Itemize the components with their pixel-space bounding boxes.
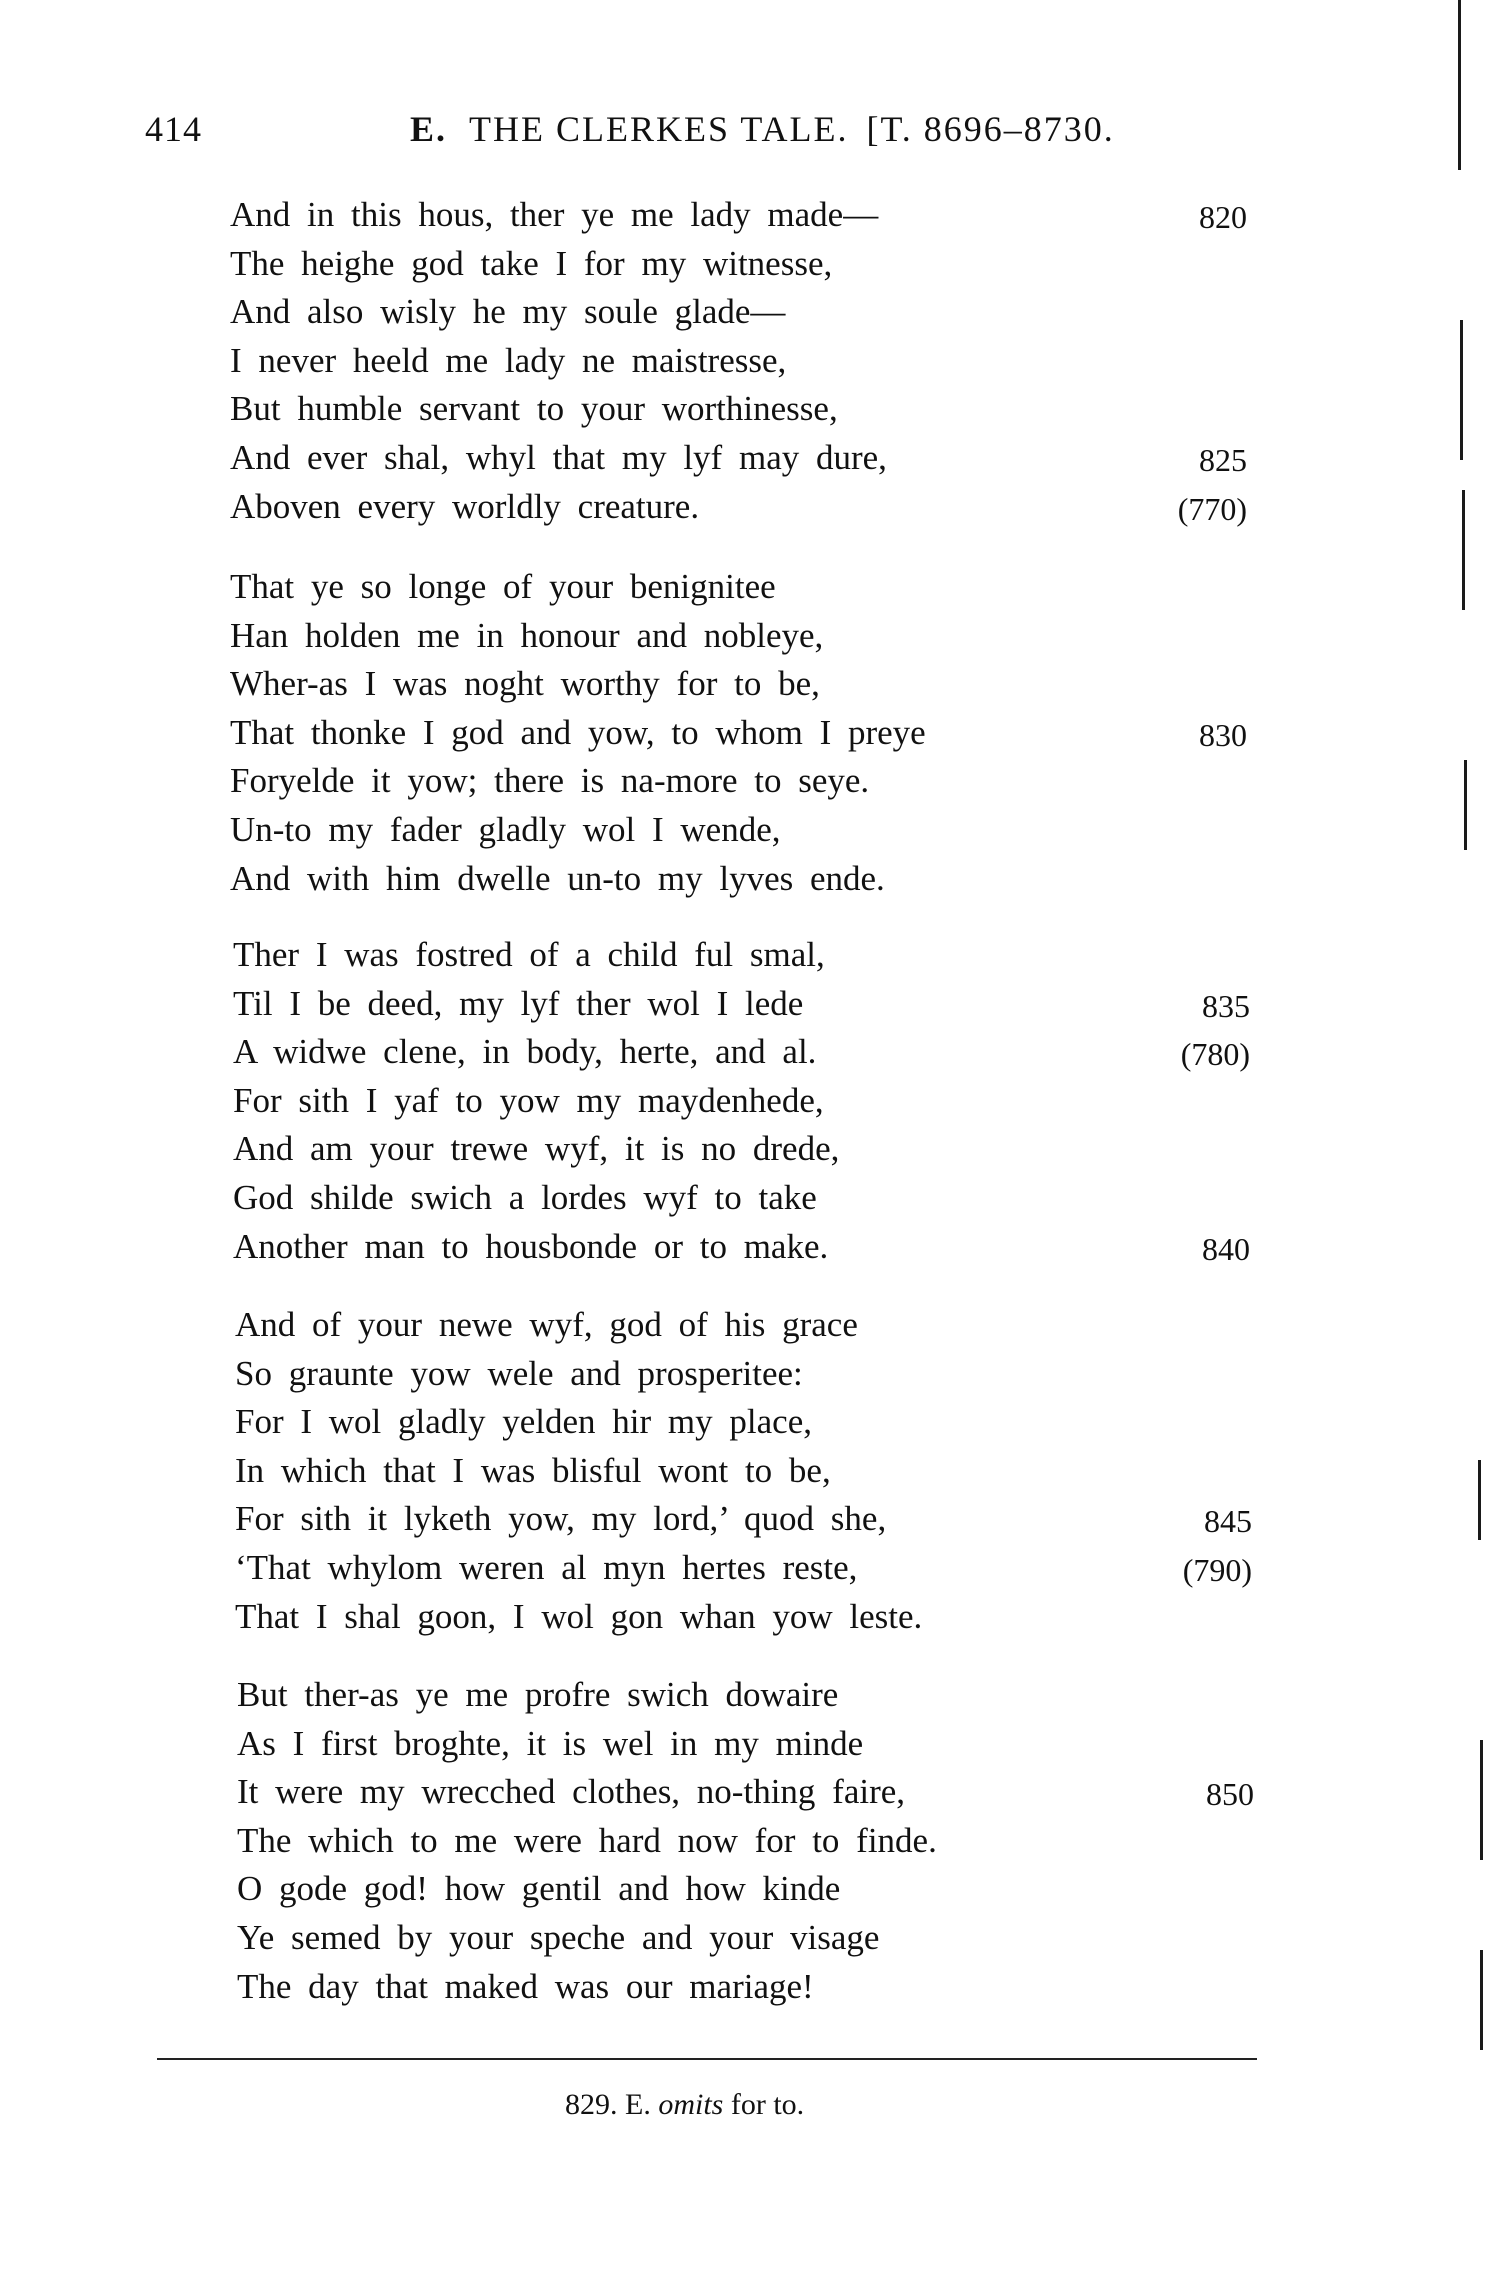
footnote [565,2088,804,2122]
verse-line: Han holden me in honour and nobleye, [230,615,824,655]
verse-line: In which that I was blisful wont to be, [235,1450,831,1490]
verse-line: And with him dwelle un-to my lyves ende. [230,858,885,898]
line-number: 835 [1202,987,1250,1024]
line-number: (770) [1177,490,1247,527]
scan-edge-mark [1458,0,1461,170]
scan-edge-mark [1480,1950,1483,2050]
verse-line: The heighe god take I for my witnesse, [230,243,833,283]
verse-line: That ye so longe of your benignitee [230,567,776,606]
verse-line: For I wol gladly yelden hir my place, [235,1402,812,1442]
scan-edge-mark [1480,1740,1483,1860]
footnote-emphasis: omits [658,2088,724,2121]
verse-line: God shilde swich a lordes wyf to take [233,1178,817,1217]
verse-line: A widwe clene, in body, herte, and al. [233,1032,817,1072]
section-letter: E. [410,109,448,149]
line-number: 830 [1199,716,1247,753]
verse-line: But ther-as ye me profre swich dowaire [237,1675,839,1714]
verse-line: O gode god! how gentil and how kinde [237,1869,841,1909]
scan-edge-mark [1478,1460,1481,1540]
verse-line: That thonke I god and yow, to whom I preye [230,712,926,752]
verse-line: Aboven every worldly creature. [230,486,700,526]
verse-line: Ther I was fostred of a child ful smal, [233,935,825,974]
verse-line: But humble servant to your worthinesse, [230,389,838,429]
line-number: (790) [1182,1552,1252,1588]
verse-line: ‘That whylom weren al myn hertes reste, [235,1548,858,1587]
scan-edge-mark [1462,490,1465,610]
verse-line: Til I be deed, my lyf ther wol I lede [233,983,804,1023]
verse-line: It were my wrecched clothes, no-thing faire, [237,1772,906,1812]
verse-line: The which to me were hard now for to finde. [237,1820,937,1860]
line-number: 840 [1202,1230,1250,1267]
verse-line: As I first broghte, it is wel in my minde [237,1723,864,1763]
verse-line: And of your newe wyf, god of his grace [235,1305,858,1344]
verse-line: Ye semed by your speche and your visage [237,1918,880,1957]
footnote-rest: for to. [730,2088,805,2121]
line-number: 825 [1199,442,1247,478]
footnote-ref: 829. E. [565,2088,651,2121]
line-number: 845 [1204,1503,1252,1540]
verse-line: And ever shal, whyl that my lyf may dure, [230,438,887,477]
running-head [410,108,1115,150]
verse-line: That I shal goon, I wol gon whan yow leste. [235,1596,923,1636]
line-range: [T. 8696–8730. [866,109,1115,149]
verse-line: So graunte yow wele and prosperitee: [235,1353,803,1393]
verse-line: And am your trewe wyf, it is no drede, [233,1129,840,1169]
verse-line: And also wisly he my soule glade— [230,292,786,332]
verse-line: The day that maked was our mariage! [237,1966,814,2006]
footnote-rule [157,2058,1257,2060]
verse-line: Foryelde it yow; there is na-more to seye. [230,761,870,801]
scan-edge-mark [1460,320,1463,460]
verse-line: And in this hous, ther ye me lady made— [230,195,879,234]
verse-line: For sith it lyketh yow, my lord,’ quod she, [235,1499,887,1539]
tale-title: THE CLERKES TALE. [469,109,849,149]
scan-edge-mark [1464,760,1467,850]
verse-line: Un-to my fader gladly wol I wende, [230,810,781,849]
line-number: (780) [1180,1036,1250,1073]
verse-line: For sith I yaf to yow my maydenhede, [233,1080,824,1120]
line-number: 850 [1206,1776,1254,1813]
verse-line: Another man to housbonde or to make. [233,1226,829,1266]
verse-line: I never heeld me lady ne maistresse, [230,340,787,380]
page-number: 414 [145,109,202,149]
line-number: 820 [1199,199,1247,235]
verse-line: Wher-as I was noght worthy for to be, [230,664,820,704]
